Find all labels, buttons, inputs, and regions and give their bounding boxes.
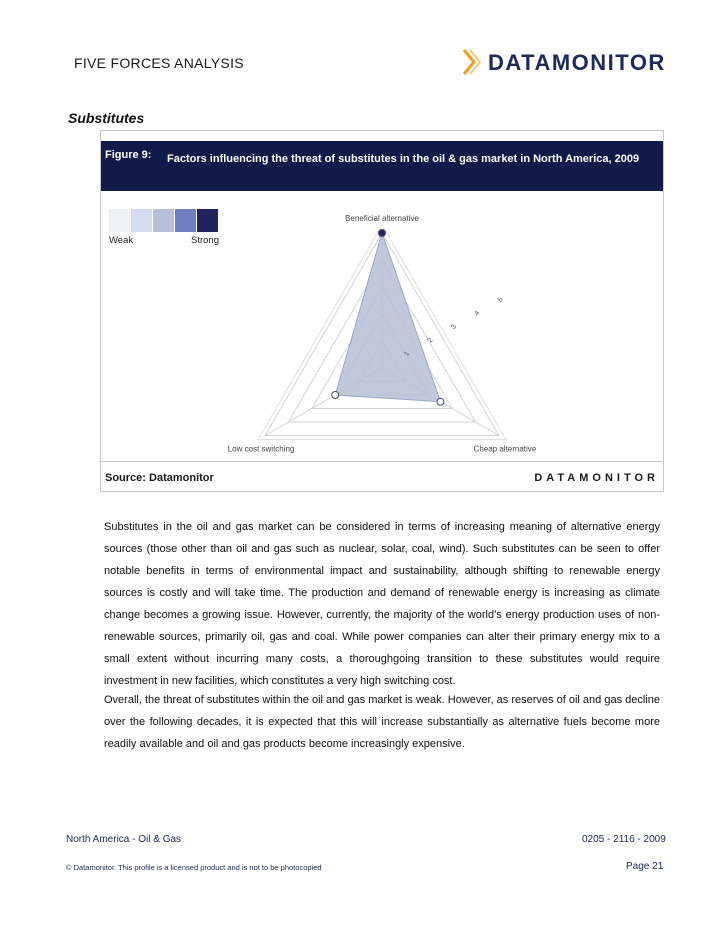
axis-label-3: Low cost switching [227, 444, 295, 454]
logo-chevron-icon [462, 48, 486, 76]
figure-caption-text: Factors influencing the threat of substitutes in the oil & gas market in North America, 2009 [167, 153, 640, 165]
figure-footer [101, 461, 663, 492]
footer-report-code: 0205 - 2116 - 2009 [582, 834, 666, 845]
footer-copyright: © Datamonitor. This profile is a licensed product and is not to be photocopied [66, 863, 322, 872]
logo-text: DATAMONITOR [488, 50, 666, 75]
tick-label-4: 4 [473, 309, 482, 318]
tick-label-1: 1 [403, 350, 412, 358]
data-area [335, 233, 440, 402]
brand-text: DATAMONITOR [534, 472, 659, 484]
axis-label-2: Cheap alternative [473, 444, 537, 454]
tick-label-5: 5 [496, 296, 505, 304]
radar-chart [101, 131, 663, 491]
data-point-1 [379, 230, 386, 237]
datamonitor-logo [462, 48, 666, 76]
figure-label: Figure 9: [105, 149, 152, 161]
figure-box [100, 130, 664, 492]
tick-label-3: 3 [450, 323, 459, 331]
header-title: FIVE FORCES ANALYSIS [74, 55, 244, 71]
footer-page-number: Page 21 [626, 861, 664, 872]
footer-market-label: North America - Oil & Gas [66, 834, 182, 845]
legend-strong-label: Strong [191, 235, 219, 246]
data-point-2 [437, 398, 444, 405]
axis-label-1: Beneficial alternative [345, 214, 419, 223]
source-text: Source: Datamonitor [105, 472, 214, 484]
body-paragraph-2: Overall, the threat of substitutes within the oil and gas market is weak. However, as reserves of oil and gas decline over the following decades, it is expected that this will increase substantially as alternative fuels become more readily available and oil and gas products become increasingly expensive. [104, 694, 660, 750]
body-paragraph-1: Substitutes in the oil and gas market can be considered in terms of increasing meaning of alternative energy sources (those other than oil and gas such as nuclear, solar, coal, wind). Such substitutes can be seen to offer notable benefits in terms of environmental impact and sustainability, although shifting to renewable energy sources is costly and will take time. The production and demand of renewable energy is increasing as climate change becomes a growing issue. However, currently, the majority of the world’s energy production uses of non-renewable sources, primarily oil, gas and coal. While power companies can alter their primary energy mix to a small extent without incurring many costs, a thoroughgoing transition to these substitutes would require investment in new facilities, which constitutes a very high switching cost. [104, 521, 660, 687]
data-point-3 [332, 392, 339, 399]
legend-weak-label: Weak [109, 235, 134, 246]
section-heading: Substitutes [68, 110, 145, 126]
tick-label-2: 2 [426, 336, 435, 345]
